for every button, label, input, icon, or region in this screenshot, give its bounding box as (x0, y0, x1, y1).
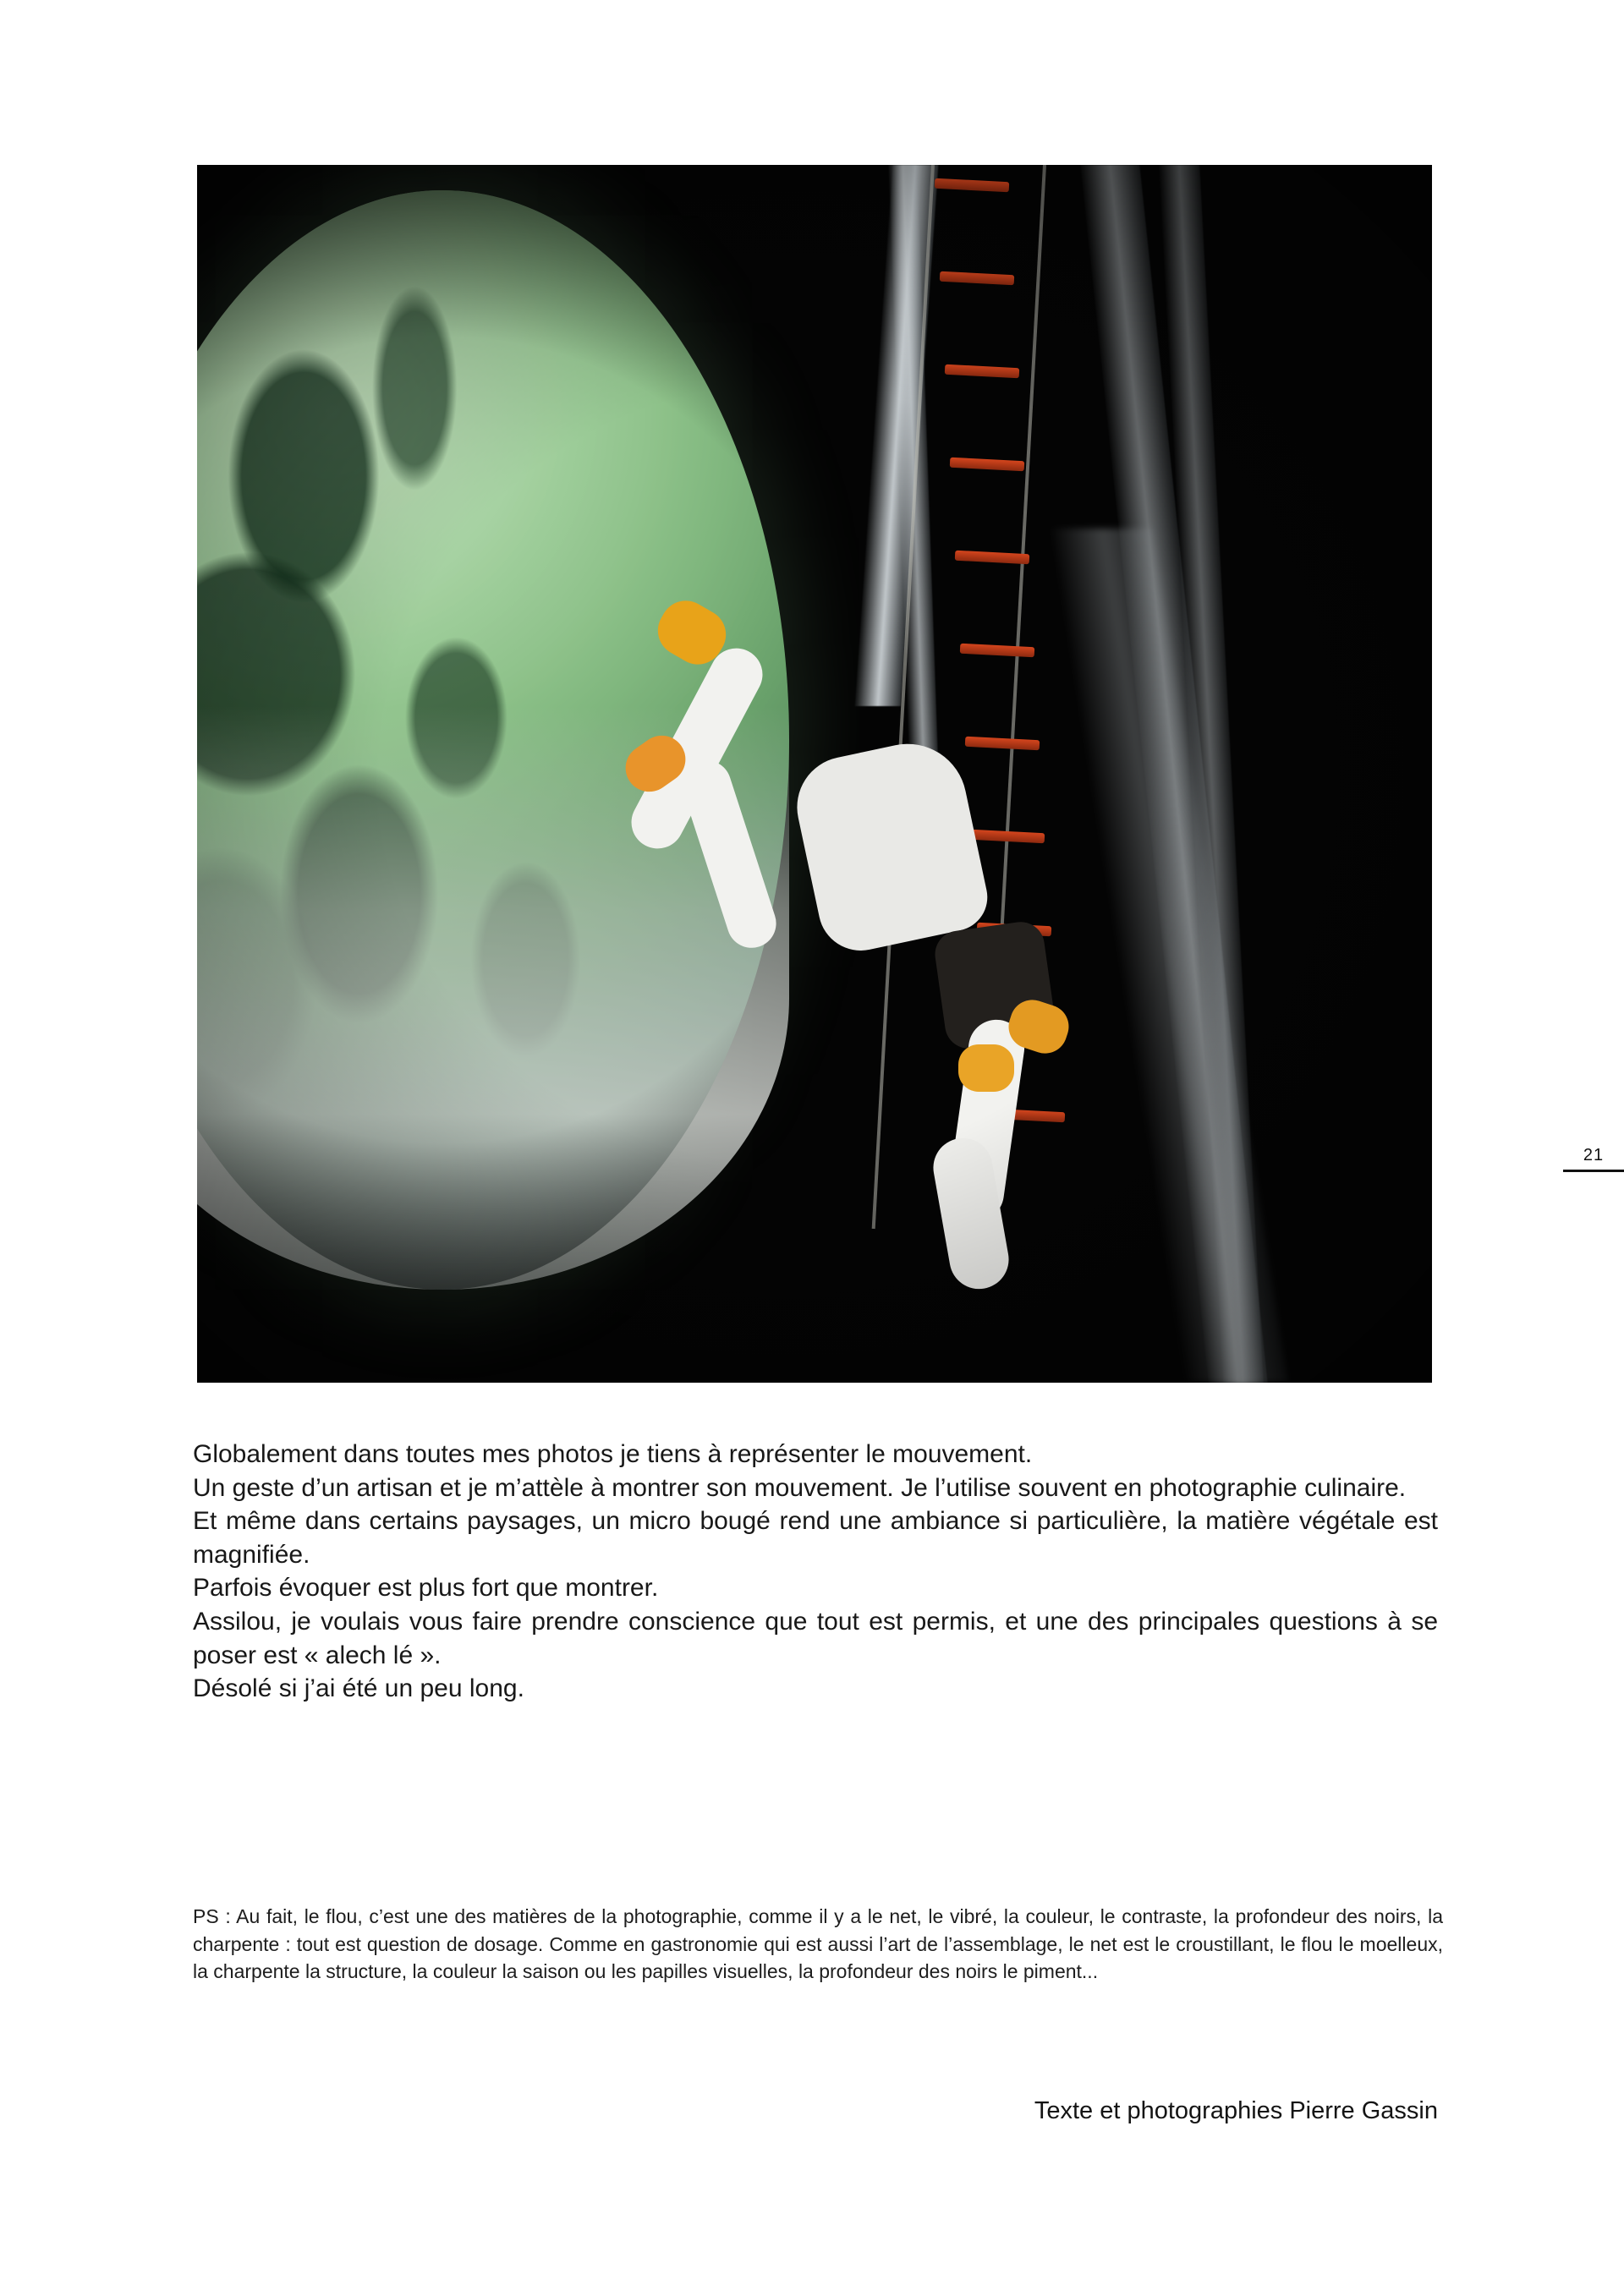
postscript-block (193, 1903, 1443, 1986)
body-paragraph: Assilou, je voulais vous faire prendre conscience que tout est permis, et une des principales questions à se poser est « alech lé ». (193, 1607, 1438, 1669)
body-paragraph: Et même dans certains paysages, un micro bougé rend une ambiance si particulière, la matière végétale est magnifiée. (193, 1507, 1438, 1569)
body-paragraph: Un geste d’un artisan et je m’attèle à montrer son mouvement. Je l’utilise souvent en photographie culinaire. (193, 1473, 1407, 1502)
photograph-vignette (197, 165, 1432, 1383)
page-number-block (1563, 1146, 1624, 1172)
body-paragraph: Globalement dans toutes mes photos je tiens à représenter le mouvement. (193, 1440, 1033, 1468)
body-paragraph: Désolé si j’ai été un peu long. (193, 1674, 524, 1703)
page-number: 21 (1583, 1146, 1605, 1164)
body-text (193, 1438, 1438, 1706)
page-number-rule (1563, 1170, 1624, 1172)
photograph (197, 165, 1432, 1383)
photograph-canvas (197, 165, 1432, 1383)
body-paragraph: Parfois évoquer est plus fort que montrer. (193, 1574, 659, 1603)
credit-line: Texte et photographies Pierre Gassin (1034, 2097, 1438, 2124)
postscript-text: PS : Au fait, le flou, c’est une des matières de la photographie, comme il y a le net, le vibré, la couleur, le contraste, la profondeur des noirs, la charpente : tout est question de dosage. Comme en gastronomie qui est aussi l’art de l’assemblage, le net est le croustillant, le flou le moelleux, la charpente la structure, la couleur la saison ou les papilles visuelles, la profondeur des noirs le piment... (193, 1905, 1443, 1983)
